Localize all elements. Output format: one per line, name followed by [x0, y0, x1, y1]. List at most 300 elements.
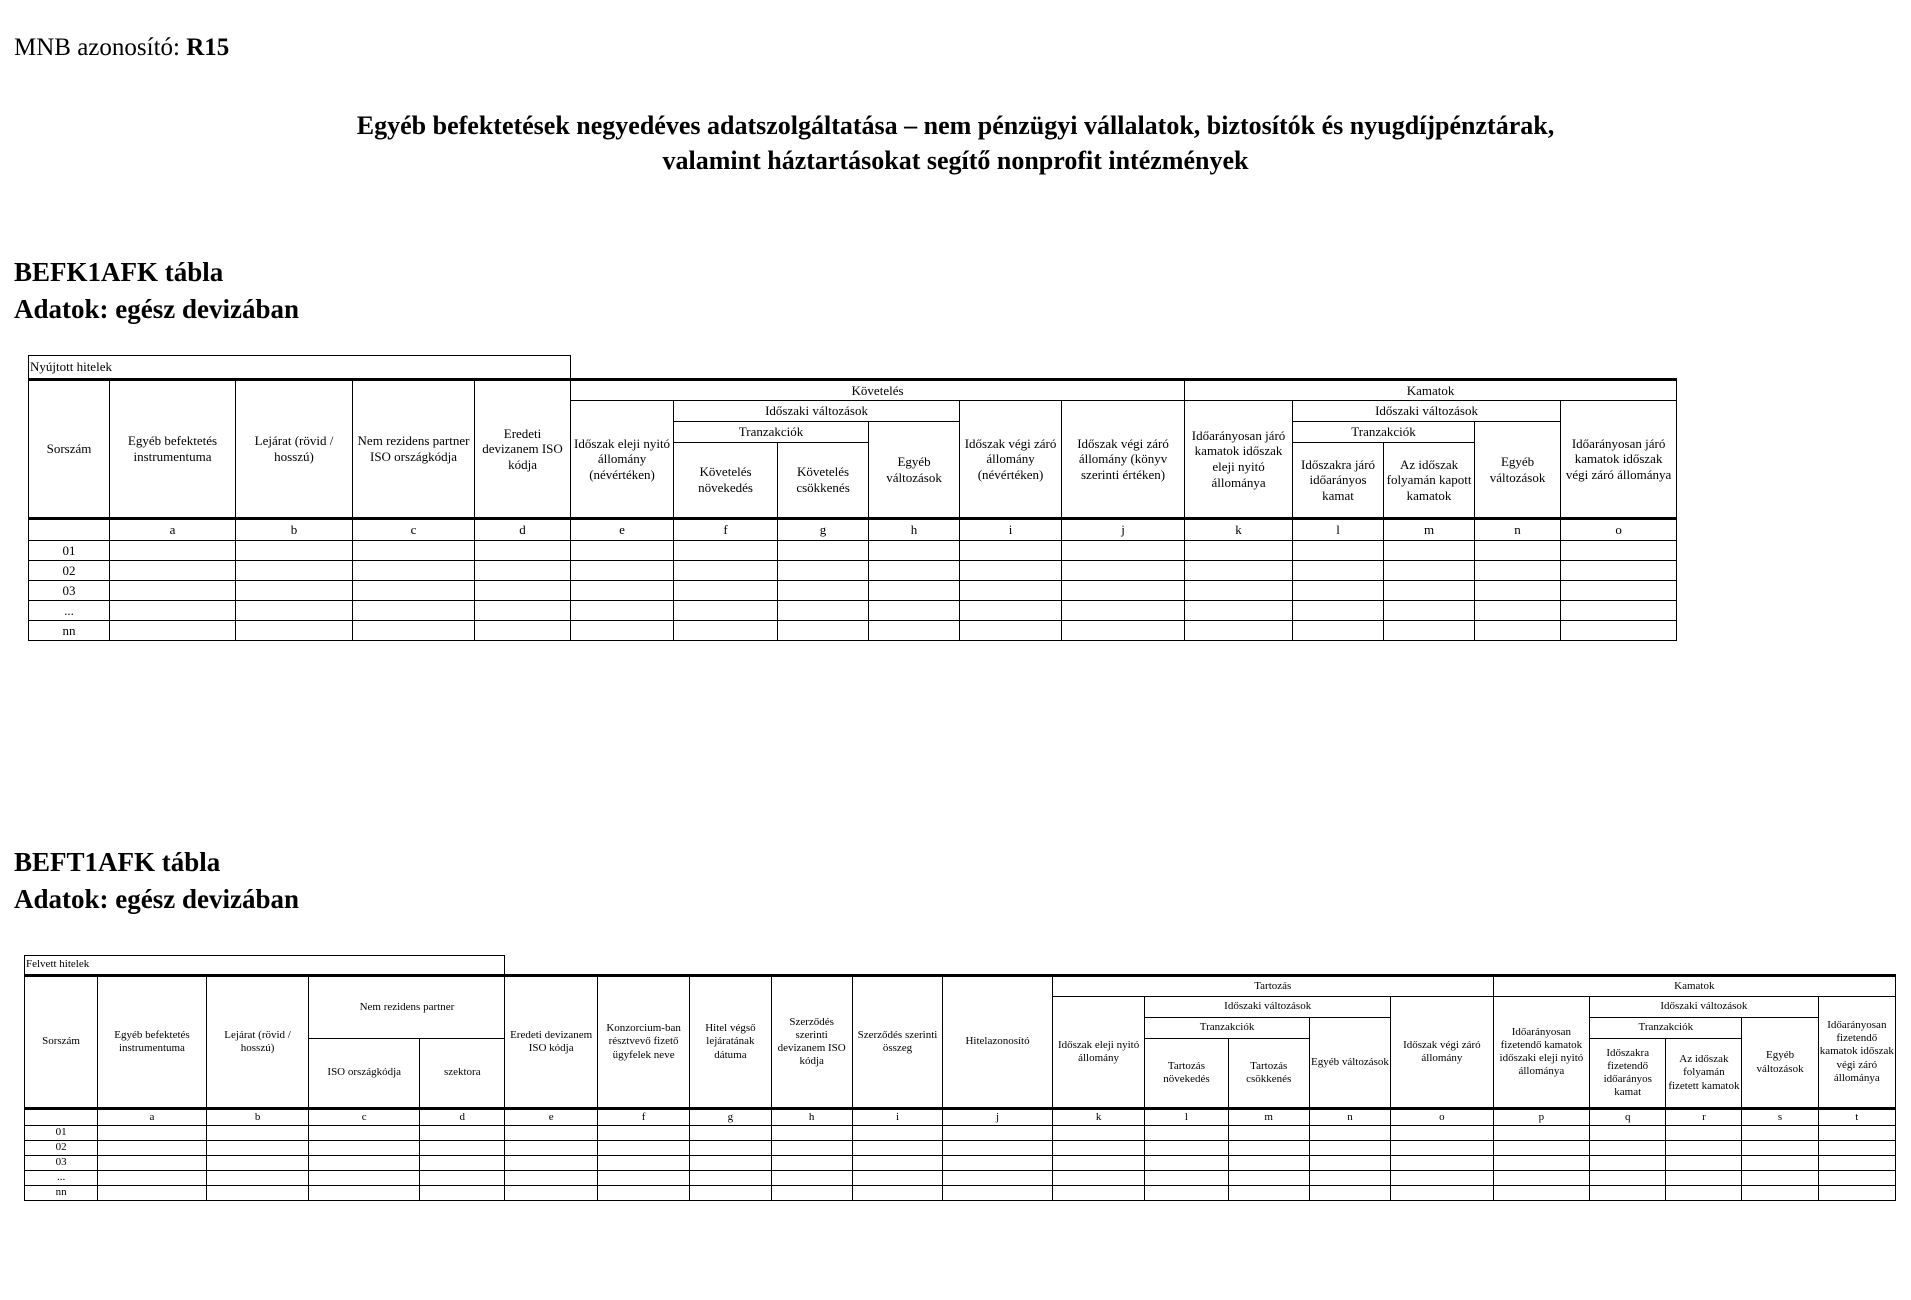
t1-cell[interactable] [869, 601, 960, 621]
t1-cell[interactable] [960, 541, 1062, 561]
t2-cell[interactable] [505, 1126, 597, 1141]
t2-cell[interactable] [1391, 1126, 1494, 1141]
t2-cell[interactable] [1590, 1171, 1666, 1186]
t1-cell[interactable] [1293, 601, 1384, 621]
t1-letter-i: i [960, 519, 1062, 541]
t1-cell[interactable] [1561, 621, 1677, 641]
beft1afk-table [24, 955, 1896, 1201]
t1-cell[interactable] [869, 581, 960, 601]
t2-cell[interactable] [98, 1156, 207, 1171]
t1-row-label: 03 [29, 581, 110, 601]
t2-letter-d: d [420, 1109, 505, 1126]
t1-cell[interactable] [1384, 561, 1475, 581]
t1-cell[interactable] [110, 601, 236, 621]
t2-cell[interactable] [1493, 1126, 1589, 1141]
t1-cell[interactable] [674, 581, 778, 601]
t2-cell[interactable] [597, 1186, 689, 1201]
t1-cell[interactable] [353, 541, 475, 561]
t2-data-row [25, 1126, 1896, 1141]
t2-cell[interactable] [420, 1186, 505, 1201]
t2-cell[interactable] [852, 1126, 942, 1141]
t2-h-kam-zaro: Időarányosan fizetendő kamatok időszak végi záró állománya [1818, 997, 1895, 1109]
t1-letter-g: g [778, 519, 869, 541]
t2-cell[interactable] [206, 1186, 309, 1201]
t2-cell[interactable] [206, 1156, 309, 1171]
t2-cell[interactable] [943, 1186, 1053, 1201]
t1-h-instr: Egyéb befektetés instrumentuma [110, 380, 236, 519]
page-title [0, 108, 1911, 178]
table2-heading: BEFT1AFK tábla [14, 847, 221, 877]
t2-cell[interactable] [206, 1126, 309, 1141]
t2-cell[interactable] [771, 1141, 852, 1156]
t2-cell[interactable] [1590, 1126, 1666, 1141]
t1-row-label: 02 [29, 561, 110, 581]
t2-letter-p: p [1493, 1109, 1589, 1126]
t2-data-row [25, 1156, 1896, 1171]
t1-cell[interactable] [571, 581, 674, 601]
t1-cell[interactable] [869, 621, 960, 641]
t2-row-label: nn [25, 1186, 98, 1201]
t2-cell[interactable] [1309, 1156, 1390, 1171]
t2-h-kam-idoszaki: Időszaki változások [1590, 997, 1819, 1018]
t2-cell[interactable] [1742, 1126, 1818, 1141]
t2-h-lejarat: Lejárat (rövid / hosszú) [206, 976, 309, 1109]
t2-h-csokk: Tartozás csökkenés [1228, 1039, 1309, 1109]
t2-h-instr: Egyéb befektetés instrumentuma [98, 976, 207, 1109]
t1-letter-e: e [571, 519, 674, 541]
t2-cell[interactable] [597, 1141, 689, 1156]
t1-data-row [29, 561, 1677, 581]
t2-cell[interactable] [1590, 1156, 1666, 1171]
t2-h-nyito: Időszak eleji nyitó állomány [1052, 997, 1144, 1109]
t1-cell[interactable] [960, 581, 1062, 601]
t1-h-kam-idoszaki: Időszaki változások [1293, 401, 1561, 422]
t1-cell[interactable] [236, 621, 353, 641]
t1-cell[interactable] [571, 601, 674, 621]
t1-cell[interactable] [571, 621, 674, 641]
t1-cell[interactable] [475, 581, 571, 601]
t1-h-lejarat: Lejárat (rövid / hosszú) [236, 380, 353, 519]
t2-cell[interactable] [309, 1156, 420, 1171]
t2-cell[interactable] [206, 1141, 309, 1156]
t1-cell[interactable] [1062, 601, 1185, 621]
t1-cell[interactable] [236, 561, 353, 581]
t2-cell[interactable] [420, 1156, 505, 1171]
t2-h-kamatok: Kamatok [1493, 976, 1895, 997]
t2-cell[interactable] [597, 1156, 689, 1171]
t1-h-kam-nyito: Időarányosan járó kamatok időszak eleji nyitó állománya [1185, 401, 1293, 519]
t1-cell[interactable] [674, 601, 778, 621]
t2-cell[interactable] [690, 1156, 771, 1171]
t1-cell[interactable] [236, 601, 353, 621]
t2-cell[interactable] [98, 1141, 207, 1156]
t2-letter-l: l [1145, 1109, 1228, 1126]
t1-cell[interactable] [110, 541, 236, 561]
t2-cell[interactable] [1493, 1186, 1589, 1201]
t1-cell[interactable] [110, 581, 236, 601]
t2-letter-j: j [943, 1109, 1053, 1126]
t1-cell[interactable] [110, 561, 236, 581]
t1-cell[interactable] [1293, 561, 1384, 581]
t2-letter-m: m [1228, 1109, 1309, 1126]
t2-cell[interactable] [1228, 1126, 1309, 1141]
t1-cell[interactable] [960, 621, 1062, 641]
t1-cell[interactable] [110, 621, 236, 641]
t1-letter-b: b [236, 519, 353, 541]
t1-cell[interactable] [1384, 581, 1475, 601]
t1-cell[interactable] [236, 581, 353, 601]
t2-row-label: 01 [25, 1126, 98, 1141]
t2-cell[interactable] [505, 1186, 597, 1201]
t1-cell[interactable] [1293, 581, 1384, 601]
t1-row-label: 01 [29, 541, 110, 561]
t2-row-label: 02 [25, 1141, 98, 1156]
t2-cell[interactable] [1052, 1186, 1144, 1201]
t2-cell[interactable] [943, 1141, 1053, 1156]
table1-units: Adatok: egész devizában [14, 294, 299, 324]
t1-data-row [29, 581, 1677, 601]
t2-h-kam-fiz: Időszakra fizetendő időarányos kamat [1590, 1039, 1666, 1109]
t2-cell[interactable] [420, 1171, 505, 1186]
t1-cell[interactable] [1062, 561, 1185, 581]
t1-cell[interactable] [674, 541, 778, 561]
t1-cell[interactable] [571, 541, 674, 561]
t1-letter-d: d [475, 519, 571, 541]
t2-cell[interactable] [943, 1156, 1053, 1171]
mnb-code: R15 [186, 34, 230, 61]
t2-cell[interactable] [309, 1186, 420, 1201]
t2-cell[interactable] [1666, 1156, 1742, 1171]
t2-h-hitelazon: Hitelazonosító [943, 976, 1053, 1109]
t2-cell[interactable] [1309, 1141, 1390, 1156]
spacer [571, 356, 1677, 380]
t2-cell[interactable] [852, 1186, 942, 1201]
t2-cell[interactable] [1391, 1171, 1494, 1186]
table2-heading-block [14, 844, 299, 918]
t1-letter-f: f [674, 519, 778, 541]
t2-cell[interactable] [1818, 1156, 1895, 1171]
t2-cell[interactable] [1742, 1186, 1818, 1201]
t2-cell[interactable] [597, 1171, 689, 1186]
t2-h-konzorc: Konzorcium-ban résztvevő fizető ügyfelek neve [597, 976, 689, 1109]
t2-data-row [25, 1141, 1896, 1156]
t2-h-szektor: szektora [420, 1039, 505, 1109]
t1-letter-n: n [1475, 519, 1561, 541]
t2-letter-o: o [1391, 1109, 1494, 1126]
t2-cell[interactable] [1391, 1141, 1494, 1156]
t1-cell[interactable] [571, 561, 674, 581]
t2-letter-b: b [206, 1109, 309, 1126]
t1-cell[interactable] [353, 621, 475, 641]
mnb-label: MNB azonosító: [14, 34, 180, 61]
t1-row-label: ... [29, 601, 110, 621]
t2-letter-s: s [1742, 1109, 1818, 1126]
t2-letter-empty [25, 1109, 98, 1126]
t1-cell[interactable] [674, 621, 778, 641]
t2-cell[interactable] [420, 1126, 505, 1141]
t2-cell[interactable] [771, 1186, 852, 1201]
t1-letter-row [29, 519, 1677, 541]
t2-cell[interactable] [1493, 1156, 1589, 1171]
t2-letter-i: i [852, 1109, 942, 1126]
t1-cell[interactable] [1185, 581, 1293, 601]
t1-cell[interactable] [475, 601, 571, 621]
t1-cell[interactable] [869, 541, 960, 561]
t2-cell[interactable] [1228, 1156, 1309, 1171]
t1-cell[interactable] [778, 581, 869, 601]
t1-cell[interactable] [353, 581, 475, 601]
mnb-identifier [14, 34, 229, 62]
t2-h-kam-nyito: Időarányosan fizetendő kamatok időszaki eleji nyitó állománya [1493, 997, 1589, 1109]
t1-h-kam-jaro: Időszakra járó időarányos kamat [1293, 443, 1384, 519]
t1-cell[interactable] [1475, 561, 1561, 581]
t2-cell[interactable] [1590, 1186, 1666, 1201]
t1-cell[interactable] [1561, 601, 1677, 621]
t2-h-iso: ISO országkódja [309, 1039, 420, 1109]
t1-data-row [29, 621, 1677, 641]
t1-h-nov: Követelés növekedés [674, 443, 778, 519]
t1-letter-o: o [1561, 519, 1677, 541]
t2-h-szerz-deviza: Szerződés szerinti devizanem ISO kódja [771, 976, 852, 1109]
t2-letter-r: r [1666, 1109, 1742, 1126]
t2-cell[interactable] [1145, 1126, 1228, 1141]
t2-letter-a: a [98, 1109, 207, 1126]
t2-cell[interactable] [1666, 1141, 1742, 1156]
t1-letter-k: k [1185, 519, 1293, 541]
t2-cell[interactable] [1052, 1126, 1144, 1141]
t2-cell[interactable] [1145, 1141, 1228, 1156]
t2-letter-row [25, 1109, 1896, 1126]
t2-cell[interactable] [690, 1126, 771, 1141]
t1-h-deviza: Eredeti devizanem ISO kódja [475, 380, 571, 519]
t2-cell[interactable] [98, 1171, 207, 1186]
t1-cell[interactable] [1384, 601, 1475, 621]
t2-data-row [25, 1186, 1896, 1201]
t2-cell[interactable] [1742, 1156, 1818, 1171]
t2-cell[interactable] [852, 1141, 942, 1156]
t2-cell[interactable] [1391, 1186, 1494, 1201]
t1-cell[interactable] [353, 601, 475, 621]
t2-cell[interactable] [420, 1141, 505, 1156]
t1-cell[interactable] [778, 541, 869, 561]
t1-h-zaro-konyv: Időszak végi záró állomány (könyv szerinti értéken) [1062, 401, 1185, 519]
t2-cell[interactable] [1818, 1171, 1895, 1186]
t1-h-sorszam: Sorszám [29, 380, 110, 519]
t2-cell[interactable] [1493, 1171, 1589, 1186]
t1-cell[interactable] [353, 561, 475, 581]
t2-cell[interactable] [771, 1171, 852, 1186]
t2-cell[interactable] [690, 1186, 771, 1201]
t1-data-row [29, 601, 1677, 621]
t1-h-kamatok: Kamatok [1185, 380, 1677, 401]
t1-cell[interactable] [778, 561, 869, 581]
t1-letter-h: h [869, 519, 960, 541]
t1-cell[interactable] [1475, 621, 1561, 641]
t1-cell[interactable] [475, 561, 571, 581]
t1-cell[interactable] [1475, 601, 1561, 621]
table2-units: Adatok: egész devizában [14, 884, 299, 914]
t1-data-row [29, 541, 1677, 561]
t1-cell[interactable] [778, 621, 869, 641]
t2-cell[interactable] [771, 1156, 852, 1171]
t2-cell[interactable] [597, 1126, 689, 1141]
t2-cell[interactable] [1742, 1141, 1818, 1156]
t2-cell[interactable] [1666, 1126, 1742, 1141]
t1-cell[interactable] [1185, 621, 1293, 641]
t1-cell[interactable] [1185, 561, 1293, 581]
t2-h-kam-tranz: Tranzakciók [1590, 1018, 1742, 1039]
t1-cell[interactable] [960, 561, 1062, 581]
t2-cell[interactable] [771, 1126, 852, 1141]
t2-cell[interactable] [1145, 1171, 1228, 1186]
t1-letter-empty [29, 519, 110, 541]
t2-cell[interactable] [1228, 1171, 1309, 1186]
t2-cell[interactable] [505, 1171, 597, 1186]
t1-h-csokk: Követelés csökkenés [778, 443, 869, 519]
table2-caption: Felvett hitelek [25, 956, 505, 976]
t2-row-label: 03 [25, 1156, 98, 1171]
t2-letter-f: f [597, 1109, 689, 1126]
spacer [505, 956, 1896, 976]
table1-heading-block [14, 254, 299, 328]
t2-letter-g: g [690, 1109, 771, 1126]
t2-cell[interactable] [1818, 1141, 1895, 1156]
t2-cell[interactable] [1391, 1156, 1494, 1171]
t1-h-partner: Nem rezidens partner ISO országkódja [353, 380, 475, 519]
t2-cell[interactable] [690, 1141, 771, 1156]
t1-cell[interactable] [1561, 561, 1677, 581]
t2-cell[interactable] [1228, 1186, 1309, 1201]
t2-h-hitel-lejarat: Hitel végső lejáratának dátuma [690, 976, 771, 1109]
t1-h-kovet: Követelés [571, 380, 1185, 401]
t2-data-row [25, 1171, 1896, 1186]
table1-caption: Nyújtott hitelek [29, 356, 571, 380]
t2-cell[interactable] [690, 1171, 771, 1186]
t1-cell[interactable] [960, 601, 1062, 621]
t2-h-sorszam: Sorszám [25, 976, 98, 1109]
t1-cell[interactable] [1475, 581, 1561, 601]
t1-cell[interactable] [475, 621, 571, 641]
t2-cell[interactable] [309, 1171, 420, 1186]
t1-cell[interactable] [1561, 541, 1677, 561]
t2-letter-q: q [1590, 1109, 1666, 1126]
t1-h-kam-kapott: Az időszak folyamán kapott kamatok [1384, 443, 1475, 519]
t1-h-kam-zaro: Időarányosan járó kamatok időszak végi záró állománya [1561, 401, 1677, 519]
t2-cell[interactable] [98, 1126, 207, 1141]
t2-h-nov: Tartozás növekedés [1145, 1039, 1228, 1109]
t1-cell[interactable] [1293, 621, 1384, 641]
t2-cell[interactable] [1590, 1141, 1666, 1156]
t1-h-nyito: Időszak eleji nyitó állomány (névértéken) [571, 401, 674, 519]
t2-h-partner: Nem rezidens partner [309, 976, 505, 1039]
t2-cell[interactable] [1493, 1141, 1589, 1156]
t2-letter-k: k [1052, 1109, 1144, 1126]
t1-cell[interactable] [1062, 541, 1185, 561]
t2-cell[interactable] [206, 1171, 309, 1186]
t2-cell[interactable] [309, 1141, 420, 1156]
t1-cell[interactable] [778, 601, 869, 621]
t2-cell[interactable] [1742, 1171, 1818, 1186]
t2-cell[interactable] [1052, 1156, 1144, 1171]
t2-cell[interactable] [1666, 1186, 1742, 1201]
t2-h-zaro: Időszak végi záró állomány [1391, 997, 1494, 1109]
t2-letter-n: n [1309, 1109, 1390, 1126]
t2-h-egyeb: Egyéb változások [1309, 1018, 1390, 1109]
t1-cell[interactable] [1475, 541, 1561, 561]
t1-cell[interactable] [475, 541, 571, 561]
t2-cell[interactable] [98, 1186, 207, 1201]
t2-cell[interactable] [1818, 1126, 1895, 1141]
t1-h-zaro: Időszak végi záró állomány (névértéken) [960, 401, 1062, 519]
t2-cell[interactable] [852, 1156, 942, 1171]
t2-cell[interactable] [943, 1171, 1053, 1186]
t2-cell[interactable] [1228, 1141, 1309, 1156]
t2-cell[interactable] [1309, 1126, 1390, 1141]
t1-cell[interactable] [1293, 541, 1384, 561]
t1-h-tranz: Tranzakciók [674, 422, 869, 443]
t2-cell[interactable] [505, 1156, 597, 1171]
t1-cell[interactable] [1185, 541, 1293, 561]
t2-h-kam-fizetett: Az időszak folyamán fizetett kamatok [1666, 1039, 1742, 1109]
t2-letter-e: e [505, 1109, 597, 1126]
t2-cell[interactable] [505, 1141, 597, 1156]
t1-letter-l: l [1293, 519, 1384, 541]
t1-cell[interactable] [1561, 581, 1677, 601]
t1-cell[interactable] [1185, 601, 1293, 621]
befk1afk-table [28, 355, 1677, 641]
title-line-1: Egyéb befektetések negyedéves adatszolgáltatása – nem pénzügyi vállalatok, biztosítók és nyugdíjpénztárak, [356, 111, 1555, 140]
t2-row-label: ... [25, 1171, 98, 1186]
t1-cell[interactable] [236, 541, 353, 561]
table1-heading: BEFK1AFK tábla [14, 257, 224, 287]
t1-cell[interactable] [1062, 581, 1185, 601]
t1-h-idoszaki: Időszaki változások [674, 401, 960, 422]
t2-h-szerz-osszeg: Szerződés szerinti összeg [852, 976, 942, 1109]
t1-cell[interactable] [674, 561, 778, 581]
t2-cell[interactable] [1052, 1171, 1144, 1186]
t2-h-tartozas: Tartozás [1052, 976, 1493, 997]
t2-cell[interactable] [1052, 1141, 1144, 1156]
t1-cell[interactable] [1384, 621, 1475, 641]
t1-letter-a: a [110, 519, 236, 541]
title-line-2: valamint háztartásokat segítő nonprofit intézmények [662, 146, 1249, 175]
t1-h-kam-egyeb: Egyéb változások [1475, 422, 1561, 519]
t2-h-tranz: Tranzakciók [1145, 1018, 1310, 1039]
t2-h-idoszaki: Időszaki változások [1145, 997, 1391, 1018]
t2-cell[interactable] [943, 1126, 1053, 1141]
t1-letter-j: j [1062, 519, 1185, 541]
t1-letter-m: m [1384, 519, 1475, 541]
t2-cell[interactable] [1309, 1186, 1390, 1201]
t1-row-label: nn [29, 621, 110, 641]
t2-cell[interactable] [309, 1126, 420, 1141]
t2-cell[interactable] [1145, 1156, 1228, 1171]
t1-letter-c: c [353, 519, 475, 541]
t2-cell[interactable] [1145, 1186, 1228, 1201]
t2-cell[interactable] [852, 1171, 942, 1186]
t2-letter-h: h [771, 1109, 852, 1126]
t2-cell[interactable] [1666, 1171, 1742, 1186]
t2-letter-c: c [309, 1109, 420, 1126]
t2-cell[interactable] [1309, 1171, 1390, 1186]
t1-cell[interactable] [1384, 541, 1475, 561]
t1-cell[interactable] [869, 561, 960, 581]
t1-cell[interactable] [1062, 621, 1185, 641]
t2-h-deviza: Eredeti devizanem ISO kódja [505, 976, 597, 1109]
t2-cell[interactable] [1818, 1186, 1895, 1201]
t1-h-egyeb: Egyéb változások [869, 422, 960, 519]
t2-letter-t: t [1818, 1109, 1895, 1126]
